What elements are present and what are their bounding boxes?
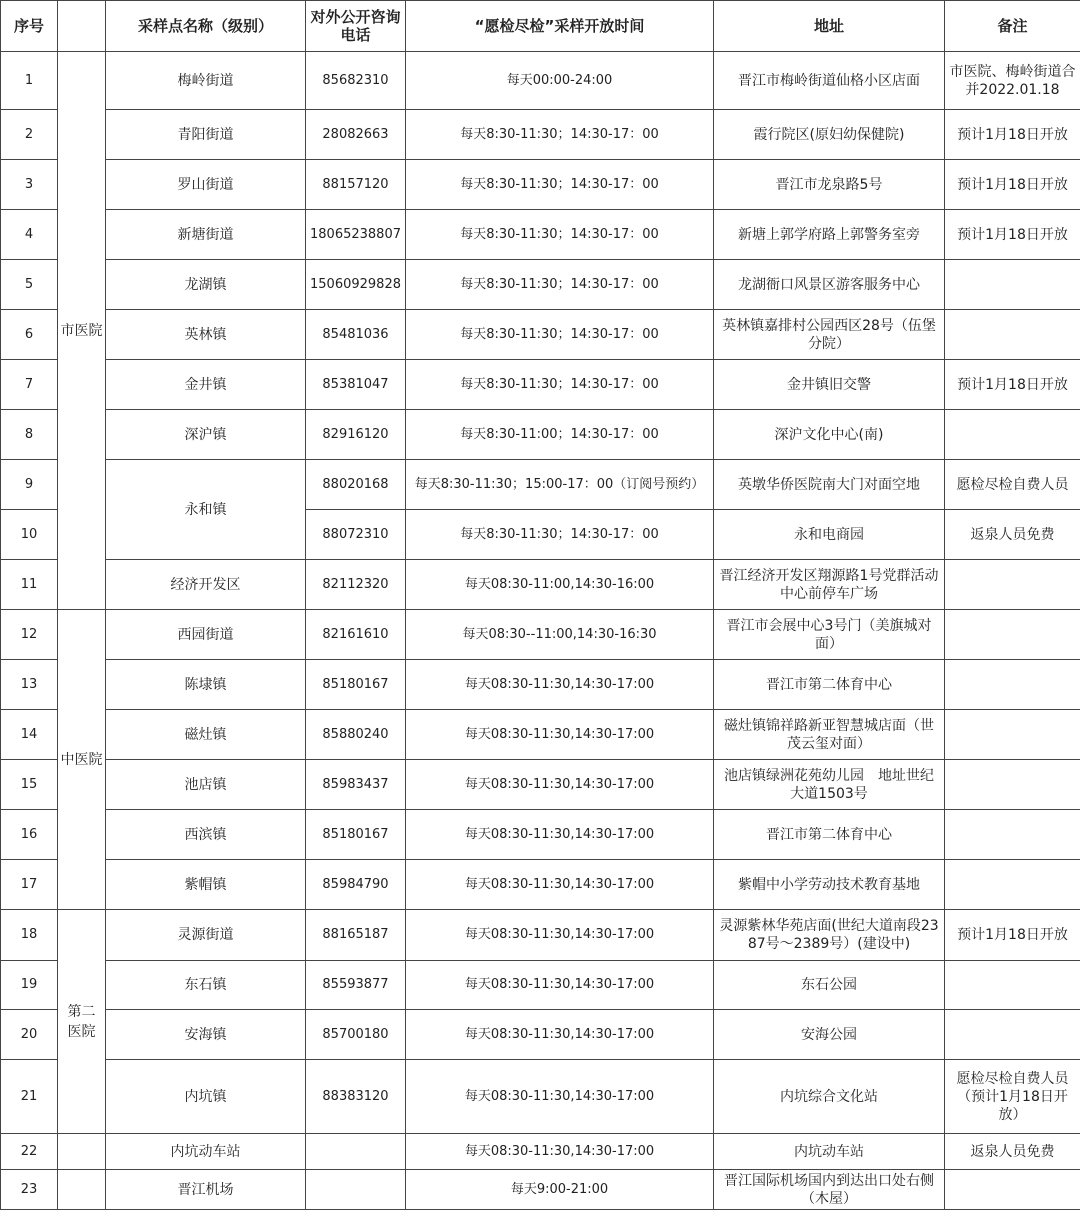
address-cell: 金井镇旧交警 bbox=[714, 360, 945, 410]
site-cell: 青阳街道 bbox=[106, 110, 306, 160]
hours-cell: 每天8:30-11:30；14:30-17：00 bbox=[406, 210, 714, 260]
hospital-cell: 中医院 bbox=[58, 610, 106, 910]
hours-cell: 每天8:30-11:30；14:30-17：00 bbox=[406, 310, 714, 360]
seq-cell: 1 bbox=[1, 52, 58, 110]
table-row bbox=[1, 1134, 1080, 1170]
seq-cell: 20 bbox=[1, 1010, 58, 1060]
hospital-cell bbox=[58, 910, 106, 1134]
table-row bbox=[1, 710, 1080, 760]
hours-cell: 每天08:30-11:30,14:30-17:00 bbox=[406, 1134, 714, 1170]
seq-cell: 12 bbox=[1, 610, 58, 660]
seq-cell: 22 bbox=[1, 1134, 58, 1170]
address-cell: 晋江市第二体育中心 bbox=[714, 660, 945, 710]
phone-cell: 85180167 bbox=[306, 660, 406, 710]
address-cell: 晋江市龙泉路5号 bbox=[714, 160, 945, 210]
table-row bbox=[1, 1010, 1080, 1060]
seq-cell: 23 bbox=[1, 1170, 58, 1210]
phone-cell: 88165187 bbox=[306, 910, 406, 961]
table-row bbox=[1, 760, 1080, 810]
address-cell: 东石公园 bbox=[714, 961, 945, 1010]
seq-cell: 16 bbox=[1, 810, 58, 860]
seq-cell: 6 bbox=[1, 310, 58, 360]
note-cell: 预计1月18日开放 bbox=[945, 210, 1080, 260]
table-row bbox=[1, 160, 1080, 210]
seq-cell: 4 bbox=[1, 210, 58, 260]
site-cell: 东石镇 bbox=[106, 961, 306, 1010]
hours-cell: 每天08:30-11:30,14:30-17:00 bbox=[406, 760, 714, 810]
table-row bbox=[1, 360, 1080, 410]
table-row bbox=[1, 310, 1080, 360]
header-hospital bbox=[58, 1, 106, 52]
seq-cell: 10 bbox=[1, 510, 58, 560]
phone-cell: 85700180 bbox=[306, 1010, 406, 1060]
hours-cell: 每天08:30-11:30,14:30-17:00 bbox=[406, 660, 714, 710]
hours-cell: 每天08:30-11:30,14:30-17:00 bbox=[406, 961, 714, 1010]
note-cell: 预计1月18日开放 bbox=[945, 110, 1080, 160]
note-cell bbox=[945, 560, 1080, 610]
hours-cell: 每天08:30-11:00,14:30-16:00 bbox=[406, 560, 714, 610]
seq-cell: 3 bbox=[1, 160, 58, 210]
table-row bbox=[1, 110, 1080, 160]
seq-cell: 15 bbox=[1, 760, 58, 810]
hours-cell: 每天8:30-11:00；14:30-17：00 bbox=[406, 410, 714, 460]
address-cell: 灵源紫林华苑店面(世纪大道南段2387号～2389号）(建设中) bbox=[714, 910, 945, 961]
hours-cell: 每天8:30-11:30；14:30-17：00 bbox=[406, 160, 714, 210]
note-cell: 返泉人员免费 bbox=[945, 510, 1080, 560]
seq-cell: 9 bbox=[1, 460, 58, 510]
phone-cell bbox=[306, 1134, 406, 1170]
note-cell bbox=[945, 310, 1080, 360]
hours-cell: 每天08:30-11:30,14:30-17:00 bbox=[406, 710, 714, 760]
table-row bbox=[1, 860, 1080, 910]
address-cell: 英墩华侨医院南大门对面空地 bbox=[714, 460, 945, 510]
seq-cell: 19 bbox=[1, 961, 58, 1010]
seq-cell: 14 bbox=[1, 710, 58, 760]
note-cell bbox=[945, 410, 1080, 460]
table-row bbox=[1, 1060, 1080, 1134]
table-row bbox=[1, 410, 1080, 460]
note-cell: 愿检尽检自费人员 bbox=[945, 460, 1080, 510]
address-cell: 龙湖衙口风景区游客服务中心 bbox=[714, 260, 945, 310]
header-site: 采样点名称（级别） bbox=[106, 1, 306, 52]
hospital-cell-empty bbox=[58, 1134, 106, 1170]
address-cell: 晋江市第二体育中心 bbox=[714, 810, 945, 860]
site-cell: 罗山街道 bbox=[106, 160, 306, 210]
hospital-cell-empty bbox=[58, 1170, 106, 1210]
phone-cell: 88020168 bbox=[306, 460, 406, 510]
address-cell: 永和电商园 bbox=[714, 510, 945, 560]
table-row bbox=[1, 810, 1080, 860]
address-cell: 晋江经济开发区翔源路1号党群活动中心前停车广场 bbox=[714, 560, 945, 610]
table-row bbox=[1, 910, 1080, 961]
hours-cell: 每天8:30-11:30；14:30-17：00 bbox=[406, 360, 714, 410]
phone-cell: 88072310 bbox=[306, 510, 406, 560]
phone-cell: 85682310 bbox=[306, 52, 406, 110]
address-cell: 安海公园 bbox=[714, 1010, 945, 1060]
hours-cell: 每天8:30-11:30；15:00-17：00（订阅号预约） bbox=[406, 460, 714, 510]
note-cell bbox=[945, 1170, 1080, 1210]
hours-cell: 每天8:30-11:30；14:30-17：00 bbox=[406, 510, 714, 560]
hospital-label: 第二医院 bbox=[67, 1003, 96, 1040]
note-cell bbox=[945, 810, 1080, 860]
phone-cell: 85880240 bbox=[306, 710, 406, 760]
note-cell bbox=[945, 610, 1080, 660]
note-cell bbox=[945, 660, 1080, 710]
address-cell: 内坑综合文化站 bbox=[714, 1060, 945, 1134]
hours-cell: 每天9:00-21:00 bbox=[406, 1170, 714, 1210]
phone-cell: 18065238807 bbox=[306, 210, 406, 260]
note-cell: 返泉人员免费 bbox=[945, 1134, 1080, 1170]
header-note: 备注 bbox=[945, 1, 1080, 52]
seq-cell: 2 bbox=[1, 110, 58, 160]
site-cell: 龙湖镇 bbox=[106, 260, 306, 310]
seq-cell: 21 bbox=[1, 1060, 58, 1134]
seq-cell: 11 bbox=[1, 560, 58, 610]
table-row bbox=[1, 660, 1080, 710]
note-cell: 愿检尽检自费人员（预计1月18日开放） bbox=[945, 1060, 1080, 1134]
table-row bbox=[1, 610, 1080, 660]
header-hours: “愿检尽检”采样开放时间 bbox=[406, 1, 714, 52]
table-row bbox=[1, 1170, 1080, 1210]
note-cell bbox=[945, 710, 1080, 760]
site-cell: 安海镇 bbox=[106, 1010, 306, 1060]
phone-cell: 28082663 bbox=[306, 110, 406, 160]
table-row bbox=[1, 260, 1080, 310]
hours-cell: 每天08:30-11:30,14:30-17:00 bbox=[406, 810, 714, 860]
hours-cell: 每天00:00-24:00 bbox=[406, 52, 714, 110]
hours-cell: 每天08:30-11:30,14:30-17:00 bbox=[406, 910, 714, 961]
address-cell: 晋江市会展中心3号门（美旗城对面） bbox=[714, 610, 945, 660]
site-cell: 英林镇 bbox=[106, 310, 306, 360]
note-cell bbox=[945, 760, 1080, 810]
site-cell: 内坑动车站 bbox=[106, 1134, 306, 1170]
hours-cell: 每天08:30-11:30,14:30-17:00 bbox=[406, 860, 714, 910]
site-cell: 新塘街道 bbox=[106, 210, 306, 260]
hours-cell: 每天08:30-11:30,14:30-17:00 bbox=[406, 1010, 714, 1060]
seq-cell: 8 bbox=[1, 410, 58, 460]
header-address: 地址 bbox=[714, 1, 945, 52]
address-cell: 紫帽中小学劳动技术教育基地 bbox=[714, 860, 945, 910]
site-cell: 内坑镇 bbox=[106, 1060, 306, 1134]
address-cell: 英林镇嘉排村公园西区28号（伍堡分院） bbox=[714, 310, 945, 360]
address-cell: 池店镇绿洲花苑幼儿园 地址世纪大道1503号 bbox=[714, 760, 945, 810]
site-cell: 金井镇 bbox=[106, 360, 306, 410]
site-cell: 晋江机场 bbox=[106, 1170, 306, 1210]
site-cell: 西园街道 bbox=[106, 610, 306, 660]
phone-cell: 85983437 bbox=[306, 760, 406, 810]
phone-cell: 85180167 bbox=[306, 810, 406, 860]
seq-cell: 5 bbox=[1, 260, 58, 310]
table-row bbox=[1, 961, 1080, 1010]
site-cell: 西滨镇 bbox=[106, 810, 306, 860]
phone-cell: 82112320 bbox=[306, 560, 406, 610]
phone-cell: 88157120 bbox=[306, 160, 406, 210]
phone-cell: 85593877 bbox=[306, 961, 406, 1010]
note-cell bbox=[945, 260, 1080, 310]
header-seq: 序号 bbox=[1, 1, 58, 52]
table-row bbox=[1, 460, 1080, 510]
phone-cell: 85984790 bbox=[306, 860, 406, 910]
phone-cell: 85481036 bbox=[306, 310, 406, 360]
hours-cell: 每天08:30--11:00,14:30-16:30 bbox=[406, 610, 714, 660]
seq-cell: 17 bbox=[1, 860, 58, 910]
hours-cell: 每天08:30-11:30,14:30-17:00 bbox=[406, 1060, 714, 1134]
note-cell bbox=[945, 860, 1080, 910]
phone-cell: 15060929828 bbox=[306, 260, 406, 310]
seq-cell: 13 bbox=[1, 660, 58, 710]
site-cell: 陈埭镇 bbox=[106, 660, 306, 710]
site-cell: 深沪镇 bbox=[106, 410, 306, 460]
site-cell: 经济开发区 bbox=[106, 560, 306, 610]
seq-cell: 18 bbox=[1, 910, 58, 961]
address-cell: 晋江国际机场国内到达出口处右侧（木屋） bbox=[714, 1170, 945, 1210]
table-row bbox=[1, 560, 1080, 610]
note-cell: 市医院、梅岭街道合并2022.01.18 bbox=[945, 52, 1080, 110]
address-cell: 晋江市梅岭街道仙格小区店面 bbox=[714, 52, 945, 110]
hours-cell: 每天8:30-11:30；14:30-17：00 bbox=[406, 260, 714, 310]
hours-cell: 每天8:30-11:30；14:30-17：00 bbox=[406, 110, 714, 160]
note-cell: 预计1月18日开放 bbox=[945, 160, 1080, 210]
header-phone: 对外公开咨询电话 bbox=[306, 1, 406, 52]
address-cell: 磁灶镇锦祥路新亚智慧城店面（世茂云玺对面） bbox=[714, 710, 945, 760]
phone-cell: 85381047 bbox=[306, 360, 406, 410]
note-cell: 预计1月18日开放 bbox=[945, 910, 1080, 961]
note-cell bbox=[945, 961, 1080, 1010]
phone-cell bbox=[306, 1170, 406, 1210]
site-cell: 永和镇 bbox=[106, 460, 306, 560]
site-cell: 紫帽镇 bbox=[106, 860, 306, 910]
phone-cell: 82916120 bbox=[306, 410, 406, 460]
table-row bbox=[1, 210, 1080, 260]
header-row bbox=[1, 1, 1080, 52]
address-cell: 霞行院区(原妇幼保健院) bbox=[714, 110, 945, 160]
address-cell: 内坑动车站 bbox=[714, 1134, 945, 1170]
seq-cell: 7 bbox=[1, 360, 58, 410]
hospital-cell: 市医院 bbox=[58, 52, 106, 610]
address-cell: 深沪文化中心(南) bbox=[714, 410, 945, 460]
table-row bbox=[1, 52, 1080, 110]
site-cell: 磁灶镇 bbox=[106, 710, 306, 760]
site-cell: 梅岭街道 bbox=[106, 52, 306, 110]
note-cell: 预计1月18日开放 bbox=[945, 360, 1080, 410]
site-cell: 池店镇 bbox=[106, 760, 306, 810]
site-cell: 灵源街道 bbox=[106, 910, 306, 961]
address-cell: 新塘上郭学府路上郭警务室旁 bbox=[714, 210, 945, 260]
phone-cell: 82161610 bbox=[306, 610, 406, 660]
note-cell bbox=[945, 1010, 1080, 1060]
phone-cell: 88383120 bbox=[306, 1060, 406, 1134]
